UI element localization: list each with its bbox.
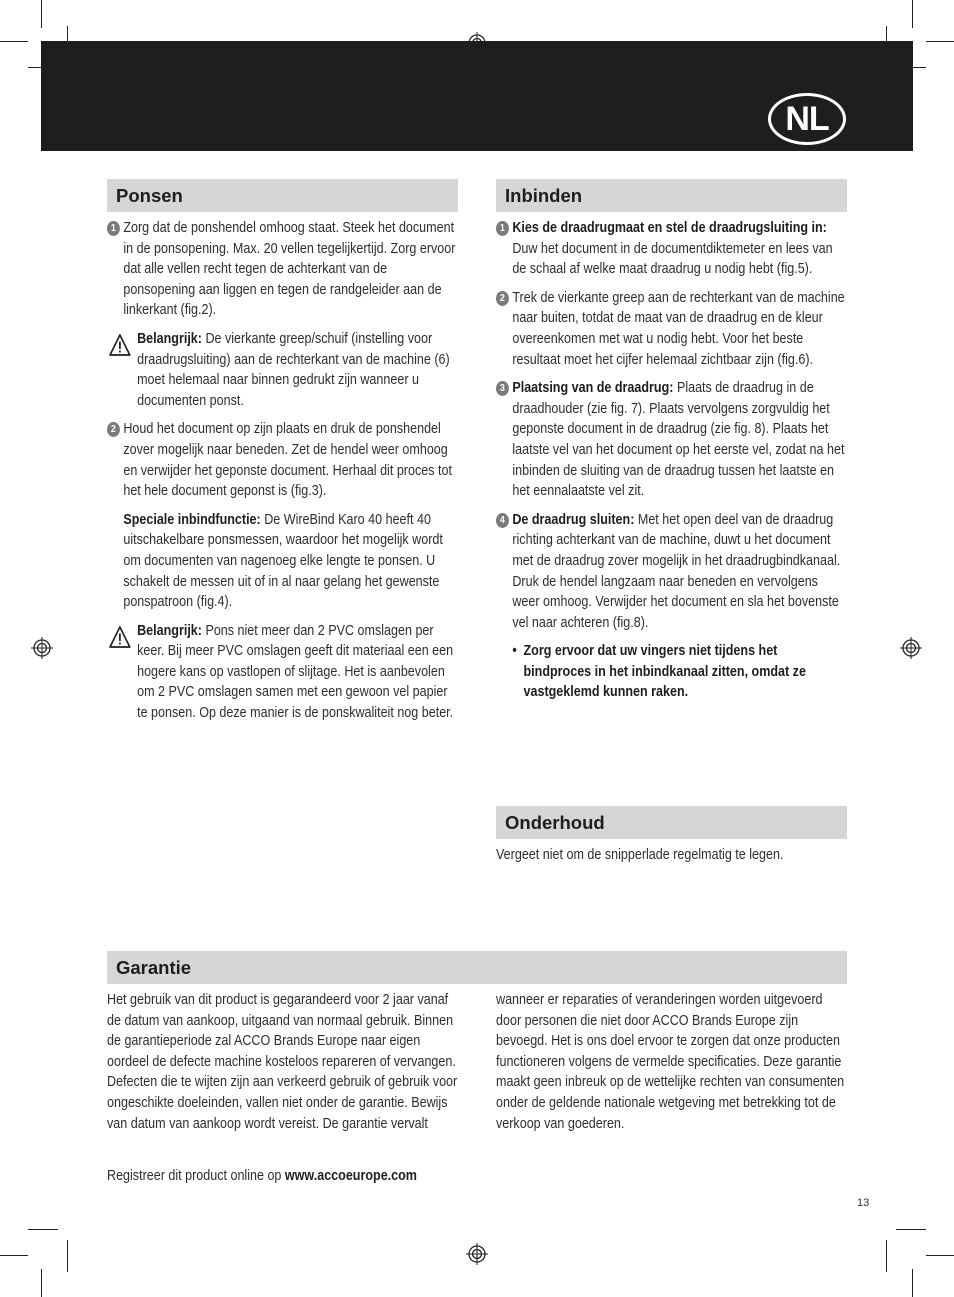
ponsen-special-function xyxy=(107,510,458,613)
crop-mark xyxy=(41,0,42,28)
crop-mark xyxy=(41,1269,42,1297)
bullet-text: Zorg ervoor dat uw vingers niet tijdens het bindproces in het inbindkanaal zitten, omdat ze vastgeklemd kunnen raken. xyxy=(523,643,806,701)
bullet-dot: • xyxy=(512,643,517,660)
step-label: Kies de draadrugmaat en stel de draadrugsluiting in: xyxy=(512,220,827,236)
step-number-badge: 2 xyxy=(107,422,120,437)
warning-text: Pons niet meer dan 2 PVC omslagen per keer. Bij meer PVC omslagen geeft dit materiaal een een hogere kans op vastlopen of slijtage. Het is aanbevolen om 2 PVC omslagen samen met een gewoon vel papier te ponsen. Op deze manier is de ponskwaliteit nog beter. xyxy=(137,622,454,722)
special-label: Speciale inbindfunctie: xyxy=(123,511,261,528)
step-text: Trek de vierkante greep aan de rechterkant van de machine naar buiten, totdat de maat van de draadrug en de kleur overeenkomen met wat u nodig hebt. Voor het beste resultaat moet het cijfer helemaal zichtbaar zijn (fig.6). xyxy=(512,289,845,368)
warning-label: Belangrijk: xyxy=(137,622,202,639)
step-text: Houd het document op zijn plaats en druk de ponshendel zover mogelijk naar beneden. Zet de hendel weer omhoog en verwijder het geponste document. Herhaal dit proces tot het hele document geponst is (fig.3). xyxy=(123,421,452,500)
step-number-badge: 3 xyxy=(496,381,509,396)
crop-mark xyxy=(912,1269,913,1297)
register-text: Registreer dit product online op xyxy=(107,1168,285,1184)
ponsen-step-2 xyxy=(107,419,458,501)
section-title-inbinden: Inbinden xyxy=(496,179,847,212)
warning-text: De vierkante greep/schuif (instelling voor draadrugsluiting) aan de rechterkant van de machine (6) moet helemaal naar binnen gedrukt zijn wanneer u documenten ponst. xyxy=(137,330,450,409)
section-title-garantie: Garantie xyxy=(107,951,847,984)
step-label: Plaatsing van de draadrug: xyxy=(512,380,674,397)
registration-mark-icon xyxy=(466,1243,488,1265)
crop-mark xyxy=(0,1255,28,1256)
step-number-badge: 4 xyxy=(496,513,509,528)
warning-icon xyxy=(109,333,131,357)
step-number-badge: 2 xyxy=(496,291,509,306)
section-title-ponsen: Ponsen xyxy=(107,179,458,212)
onderhoud-text: Vergeet niet om de snipperlade regelmatig te legen. xyxy=(496,847,784,863)
ponsen-column xyxy=(107,218,458,724)
crop-mark xyxy=(0,41,28,42)
garantie-register-line xyxy=(107,1166,507,1187)
safety-bullet xyxy=(496,641,847,703)
step-text: Zorg dat de ponshendel omhoog staat. Steek het document in de ponsopening. Max. 20 vellen tegelijkertijd. Zorg ervoor dat alle vellen recht tegen de achterkant van de ponsopening aan liggen en tegen de randgeleider aan de linkerkant (fig.2). xyxy=(123,220,456,319)
crop-mark xyxy=(912,0,913,28)
crop-mark xyxy=(28,1229,58,1230)
inbinden-step-1 xyxy=(496,218,847,280)
step-number-badge: 1 xyxy=(496,221,509,236)
crop-mark xyxy=(886,1240,887,1272)
crop-mark xyxy=(896,1229,926,1230)
ponsen-step-1 xyxy=(107,218,458,321)
warning-label: Belangrijk: xyxy=(137,330,202,347)
inbinden-step-4 xyxy=(496,510,847,634)
crop-mark xyxy=(67,1240,68,1272)
garantie-right-text: wanneer er reparaties of veranderingen worden uitgevoerd door personen die niet door ACCO Brands Europe zijn bevoegd. Het is ons doel ervoor te zorgen dat onze producten functioneren volgens de vermelde specificaties. Deze garantie maakt geen inbreuk op de wettelijke rechten van consumenten onder de geldende nationale wetgeving met betrekking tot de verkoop van goederen. xyxy=(496,992,845,1132)
garantie-left-text: Het gebruik van dit product is gegarandeerd voor 2 jaar vanaf de datum van aankoop, uitgaand van normaal gebruik. Binnen de garantieperiode zal ACCO Brands Europe naar eigen oordeel de defecte machine kosteloos repareren of vervangen. Defecten die te wijten zijn aan verkeerd gebruik of gebruik voor ongeschikte doeleinden, vallen niet onder de garantie. Bewijs van datum van aankoop wordt vereist. De garantie vervalt xyxy=(107,992,458,1132)
page-number: 13 xyxy=(857,1197,870,1209)
inbinden-step-3 xyxy=(496,378,847,502)
register-link[interactable]: www.accoeurope.com xyxy=(284,1168,417,1184)
step-text: Plaats de draadrug in de draadhouder (zie fig. 7). Plaats vervolgens zorgvuldig het geponste document in de draadrug (zie fig. 8). Plaats het laatste vel van het document op het eerste vel, zodat na het inbinden de sluiting van de draadrug tussen het laatste en het eennalaatste vel zit. xyxy=(512,380,845,500)
language-badge: NL xyxy=(768,93,846,145)
crop-mark xyxy=(926,1255,954,1256)
special-text: De WireBind Karo 40 heeft 40 uitschakelbare ponsmessen, waardoor het mogelijk wordt om documenten van nagenoeg elke lengte te ponsen. U schakelt de messen uit of in al naar gelang het gewenste ponspatroon (fig.4). xyxy=(123,511,443,611)
step-text: Met het open deel van de draadrug richting achterkant van de machine, duwt u het document met de draadrug zover mogelijk in het draadrugbindkanaal. Druk de hendel langzaam naar beneden en vervolgens weer omhoog. Verwijder het document en sla het bovenste vel naar achteren (fig.8). xyxy=(512,511,841,631)
section-title-onderhoud: Onderhoud xyxy=(496,806,847,839)
ponsen-warning-2 xyxy=(107,621,458,724)
ponsen-warning-1 xyxy=(107,329,458,411)
inbinden-step-2 xyxy=(496,288,847,370)
inbinden-column xyxy=(496,218,847,703)
registration-mark-icon xyxy=(31,637,53,659)
step-label: De draadrug sluiten: xyxy=(512,511,635,528)
crop-mark xyxy=(926,41,954,42)
warning-icon xyxy=(109,625,131,649)
step-number-badge: 1 xyxy=(107,221,120,236)
step-text: Duw het document in de documentdiktemeter en lees van de schaal af welke maat draadrug u nodig hebt (fig.5). xyxy=(512,240,833,278)
registration-mark-icon xyxy=(900,637,922,659)
